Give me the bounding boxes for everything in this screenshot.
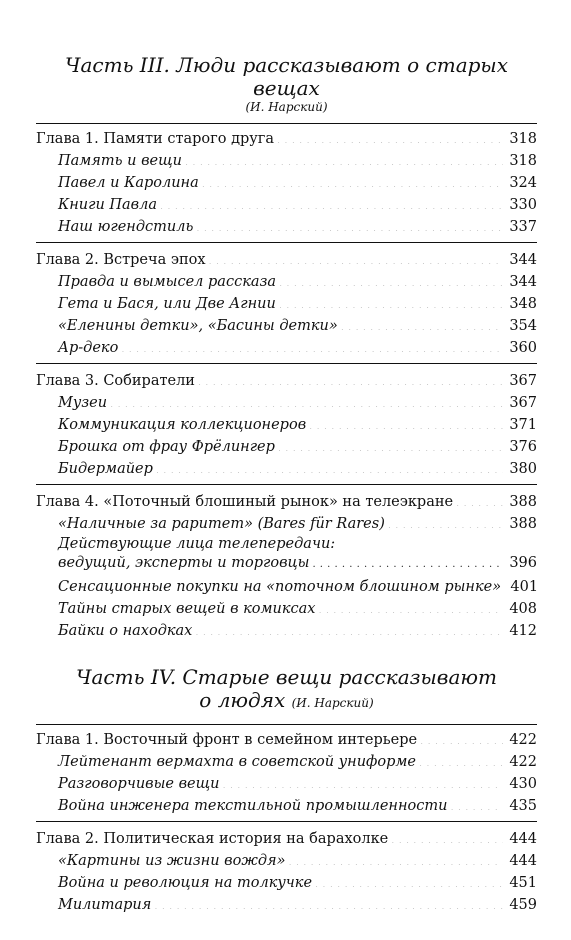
- entry-title: Байки о находках: [58, 623, 193, 639]
- entry-row[interactable]: [36, 576, 537, 598]
- chapter-row[interactable]: [36, 491, 537, 513]
- part-section: [36, 54, 537, 646]
- entry-title: Правда и вымысел рассказа: [58, 274, 277, 290]
- page-number: 396: [509, 555, 537, 571]
- dot-leader: [279, 274, 503, 286]
- entry-row[interactable]: [36, 315, 537, 337]
- entry-title: Разговорчивые вещи: [58, 776, 220, 792]
- dot-leader: [196, 219, 503, 231]
- dot-leader: [209, 252, 503, 264]
- page-number: 422: [509, 754, 537, 770]
- page-number: 380: [509, 461, 537, 477]
- entry-title: Милитария: [58, 897, 152, 913]
- dot-leader: [110, 395, 503, 407]
- page-number: 371: [509, 417, 537, 433]
- entry-row[interactable]: [36, 458, 537, 480]
- page-number: 344: [509, 274, 537, 290]
- chapter-block: [36, 370, 537, 485]
- dot-leader: [456, 494, 503, 506]
- page-number: 388: [509, 494, 537, 510]
- entry-row[interactable]: [36, 795, 537, 817]
- page-number: 330: [509, 197, 537, 213]
- dot-leader: [277, 131, 503, 143]
- entry-row[interactable]: [36, 773, 537, 795]
- entry-title: «Еленины детки», «Басины детки»: [58, 318, 338, 334]
- page-number: 388: [509, 516, 537, 532]
- page-number: 348: [509, 296, 537, 312]
- entry-row[interactable]: [36, 150, 537, 172]
- chapter-title: Глава 3. Собиратели: [36, 373, 195, 389]
- part-title-continuation: о людях: [199, 688, 286, 712]
- part-title-line2: [36, 689, 537, 715]
- entry-row[interactable]: [36, 598, 537, 620]
- chapter-row[interactable]: [36, 249, 537, 271]
- part-title: Часть IV. Старые вещи рассказывают: [76, 665, 497, 689]
- page-number: 318: [509, 131, 537, 147]
- entry-title: Коммуникация коллекционеров: [58, 417, 307, 433]
- chapter-block: [36, 128, 537, 243]
- dot-leader: [156, 461, 503, 473]
- chapter-row[interactable]: [36, 370, 537, 392]
- part-title: Часть III. Люди рассказывают о старых вещах: [65, 53, 508, 100]
- dot-leader: [185, 153, 503, 165]
- chapter-row[interactable]: [36, 828, 537, 850]
- entry-title: Наш югендстиль: [58, 219, 194, 235]
- part-header: [36, 666, 537, 725]
- chapter-title: Глава 2. Политическая история на барахолке: [36, 831, 389, 847]
- dot-leader: [341, 318, 503, 330]
- dot-leader: [223, 776, 504, 788]
- entry-row[interactable]: [36, 751, 537, 773]
- entry-row[interactable]: [36, 872, 537, 894]
- entry-title-line2: ведущий, эксперты и торговцы: [58, 555, 310, 571]
- entry-row-multiline[interactable]: [36, 535, 537, 573]
- page-number: 444: [509, 831, 537, 847]
- entry-row[interactable]: [36, 850, 537, 872]
- dot-leader: [318, 601, 503, 613]
- dot-leader: [198, 373, 503, 385]
- page-number: 324: [509, 175, 537, 191]
- entry-title: Брошка от фрау Фрёлингер: [58, 439, 275, 455]
- entry-title: «Наличные за раритет» (Bares für Rares): [58, 516, 385, 532]
- part-header: [36, 54, 537, 124]
- entry-row[interactable]: [36, 436, 537, 458]
- entry-title: Ар-деко: [58, 340, 119, 356]
- page-number: 459: [509, 897, 537, 913]
- page-number: 451: [509, 875, 537, 891]
- page-number: 376: [509, 439, 537, 455]
- table-of-contents: [36, 54, 537, 940]
- entry-row[interactable]: [36, 337, 537, 359]
- entry-row[interactable]: [36, 216, 537, 238]
- page-number: 318: [509, 153, 537, 169]
- entry-title: Книги Павла: [58, 197, 157, 213]
- part-author: (И. Нарский): [245, 100, 328, 114]
- chapter-block: [36, 828, 537, 920]
- chapter-title: Глава 2. Встреча эпох: [36, 252, 206, 268]
- page-number: 422: [509, 732, 537, 748]
- chapter-block: [36, 491, 537, 646]
- page-number: 360: [509, 340, 537, 356]
- entry-row[interactable]: [36, 414, 537, 436]
- part-section: [36, 666, 537, 920]
- page-number: 408: [509, 601, 537, 617]
- dot-leader: [450, 798, 503, 810]
- page-number: 435: [509, 798, 537, 814]
- page-number: 412: [509, 623, 537, 639]
- chapter-block: [36, 249, 537, 364]
- chapter-title: Глава 1. Памяти старого друга: [36, 131, 275, 147]
- page-number: 430: [509, 776, 537, 792]
- dot-leader: [315, 875, 503, 887]
- dot-leader: [154, 897, 503, 909]
- dot-leader: [195, 623, 503, 635]
- entry-row[interactable]: [36, 894, 537, 916]
- entry-title: «Картины из жизни вождя»: [58, 853, 286, 869]
- entry-title: Сенсационные покупки на «поточном блошином рынке»: [58, 579, 502, 595]
- entry-row[interactable]: [36, 194, 537, 216]
- dot-leader: [391, 831, 503, 843]
- chapter-title: Глава 4. «Поточный блошиный рынок» на телеэкране: [36, 494, 454, 510]
- entry-title: Павел и Каролина: [58, 175, 199, 191]
- dot-leader: [279, 296, 503, 308]
- chapter-row[interactable]: [36, 729, 537, 751]
- dot-leader: [160, 197, 503, 209]
- entry-row[interactable]: [36, 392, 537, 414]
- page-number: 444: [509, 853, 537, 869]
- page-number: 344: [509, 252, 537, 268]
- page-number: 367: [509, 395, 537, 411]
- chapter-row[interactable]: [36, 128, 537, 150]
- part-author: (И. Нарский): [291, 696, 374, 710]
- dot-leader: [419, 754, 503, 766]
- entry-row[interactable]: [36, 172, 537, 194]
- entry-row[interactable]: [36, 271, 537, 293]
- entry-row[interactable]: [36, 620, 537, 642]
- chapter-block: [36, 729, 537, 822]
- dot-leader: [288, 853, 503, 865]
- page-number: 367: [509, 373, 537, 389]
- page-number: 337: [509, 219, 537, 235]
- entry-title: Гета и Бася, или Две Агнии: [58, 296, 276, 312]
- dot-leader: [388, 516, 503, 528]
- entry-row[interactable]: [36, 293, 537, 315]
- dot-leader: [278, 439, 503, 451]
- entry-title: Память и вещи: [58, 153, 182, 169]
- entry-title: Тайны старых вещей в комиксах: [58, 601, 316, 617]
- entry-title: Бидермайер: [58, 461, 153, 477]
- dot-leader: [309, 417, 503, 429]
- entry-title: Действующие лица телепередачи:: [58, 536, 336, 552]
- dot-leader: [420, 732, 503, 744]
- dot-leader: [202, 175, 503, 187]
- dot-leader: [121, 340, 503, 352]
- entry-title-continuation: [58, 554, 537, 573]
- page-number: 354: [509, 318, 537, 334]
- dot-leader: [312, 555, 503, 567]
- chapter-title: Глава 1. Восточный фронт в семейном интерьере: [36, 732, 418, 748]
- entry-title: Музеи: [58, 395, 108, 411]
- entry-title: Война и революция на толкучке: [58, 875, 313, 891]
- entry-row[interactable]: [36, 513, 537, 535]
- entry-title: Война инженера текстильной промышленности: [58, 798, 448, 814]
- entry-title: Лейтенант вермахта в советской униформе: [58, 754, 416, 770]
- page-number: 401: [510, 579, 539, 595]
